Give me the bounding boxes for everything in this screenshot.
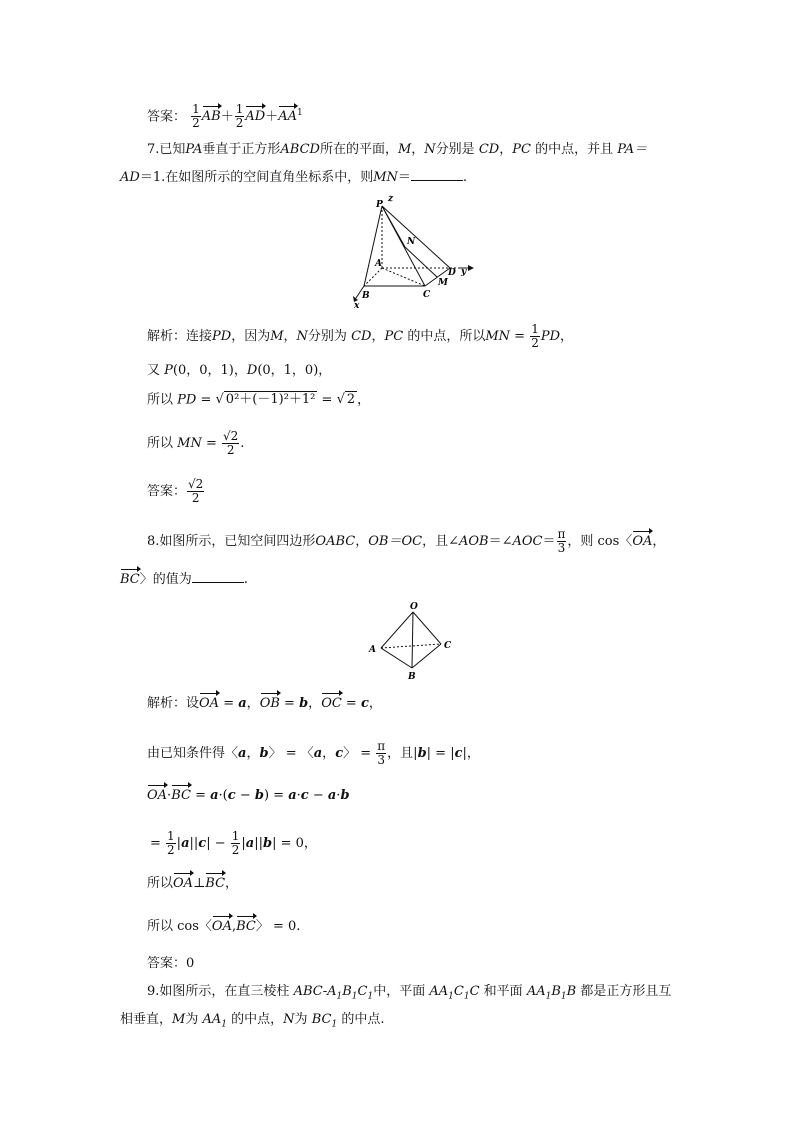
bc-line — [412, 644, 441, 668]
label-y: y — [461, 267, 467, 277]
label-z: z — [388, 194, 394, 204]
answer-blank — [192, 570, 244, 583]
label-A: A — [375, 259, 382, 269]
answer-blank — [411, 168, 463, 181]
fraction-half: $\frac{1}{2}$ — [192, 102, 200, 131]
question-9-line-1: 9.如图所示，在直三棱柱 ABC-$A_1B_1C_1$中，平面 $AA_1C_1C$ 和平面 $AA_1B_1B$ 都是正方形且互 — [147, 984, 672, 1002]
solution-7-line-2: 又 P(0，0，1)，D(0，1，0)， — [147, 363, 332, 378]
label-M: M — [438, 278, 448, 288]
ac-line — [382, 268, 425, 286]
ac-line — [381, 644, 441, 648]
solution-8-line-3: OA·BC = a·(c − b) = a·c − a·b — [147, 786, 350, 806]
label-A: A — [369, 645, 376, 655]
label-P: P — [376, 200, 383, 210]
answer-label: 答案： — [147, 109, 187, 125]
label-B: B — [362, 291, 370, 301]
solution-7-line-4: 所以 MN = $\frac{√2}{2}$ . — [147, 429, 245, 457]
solution-7-line-1: 解析：连接PD，因为M，N分别为 CD，PC 的中点，所以MN = $\frac{1}{2}$ PD， — [147, 322, 574, 350]
solution-7-answer: 答案： $\frac{√2}{2}$ — [147, 477, 204, 505]
solution-8-line-2: 由已知条件得〈a，b〉 = 〈a，c〉 = $\frac{\pi}{3}$ ，且|b| = |c|， — [147, 739, 480, 767]
oa-line — [381, 612, 413, 648]
fraction-half: $\frac{1}{2}$ — [235, 102, 244, 131]
pn-line — [382, 206, 405, 247]
label-x: x — [354, 301, 360, 310]
question-9-line-2: 相垂直，M为 $AA_1$ 的中点，N为 $BC_1$ 的中点. — [120, 1012, 385, 1030]
vector-AB: AB — [202, 107, 221, 127]
vector-AD: AD — [245, 107, 265, 127]
solution-8-answer: 答案：0 — [147, 956, 195, 971]
y-arrow-icon — [468, 265, 474, 271]
pyramid-figure — [350, 192, 480, 310]
solution-8-line-1: 解析：设OA = a，OB = b，OC = c， — [147, 694, 382, 714]
tetrahedron-figure — [365, 598, 455, 682]
label-D: D — [448, 268, 456, 278]
solution-7-line-3: 所以 PD = √ 0²＋(－1)²＋1² = √ 2 ， — [147, 390, 370, 411]
sqrt-expression: √ 0²＋(－1)²＋1² — [215, 392, 316, 407]
question-7-line-2: AD＝1.在如图所示的空间直角坐标系中，则MN＝ . — [120, 170, 468, 185]
answer-6-line: 答案： $\frac{1}{2}$ AB＋ $\frac{1}{2}$ $AD+AA^1$ — [147, 102, 303, 131]
label-B: B — [408, 672, 416, 682]
ab-line — [364, 268, 382, 286]
label-N: N — [407, 237, 416, 247]
label-C: C — [444, 641, 452, 651]
pd-line — [382, 206, 450, 268]
label-O: O — [410, 602, 418, 612]
ab-line — [381, 648, 412, 668]
solution-8-line-5: 所以OA⊥BC， — [147, 874, 238, 894]
oc-line — [413, 612, 441, 644]
pb-line — [364, 206, 382, 286]
question-8-line-1: 8.如图所示，已知空间四边形OABC，OB＝OC，且∠AOB＝∠AOC＝ $\frac{\pi}{3}$ ，则 cos〈OA， — [147, 527, 666, 555]
vector-AA1: AA — [278, 107, 297, 127]
ob-line — [412, 612, 413, 668]
solution-8-line-6: 所以 cos〈OA,BC〉 = 0. — [147, 917, 300, 937]
question-7-line-1: 7.已知PA垂直于正方形ABCD所在的平面，M，N分别是 CD，PC 的中点，并且 PA＝ — [147, 142, 648, 157]
label-C: C — [423, 290, 431, 300]
question-8-line-2: BC〉的值为 . — [120, 570, 248, 590]
solution-8-line-4: = $\frac{1}{2}$ |a||c| − $\frac{1}{2}$ |a||b| = 0， — [150, 829, 317, 857]
